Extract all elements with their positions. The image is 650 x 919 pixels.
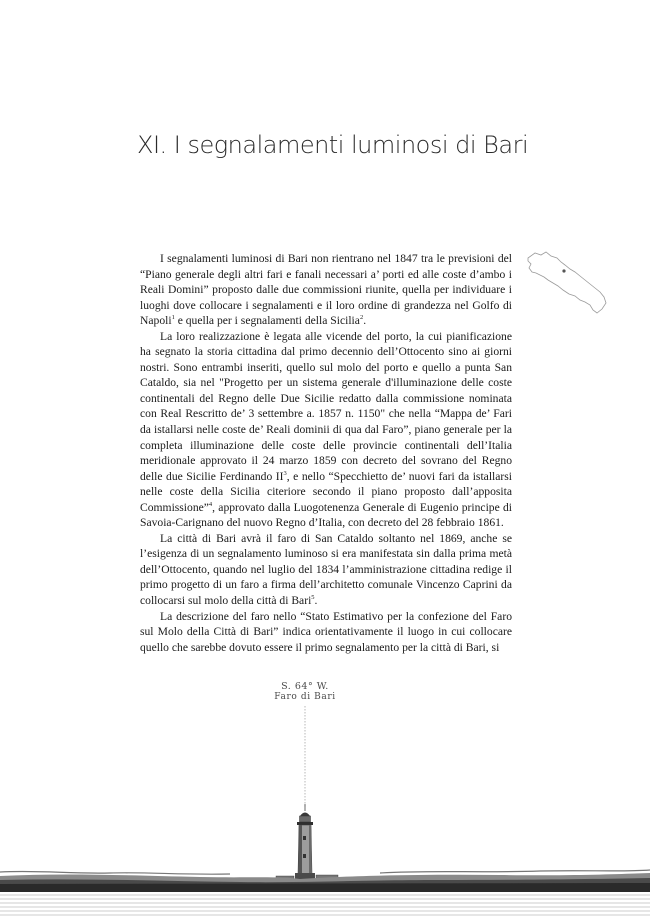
footnote-ref: 1 <box>171 314 175 322</box>
paragraph-text: . <box>314 594 318 608</box>
paragraph-text: I segnalamenti luminosi di Bari non rientrano nel 1847 tra le previsioni del “Piano generale degli altri fari e fanali necessari a’ porti ed alle coste d’ambo i Reali Domini” proposto dalle due commissioni riunite, quella per individuare i luoghi dove collocare i segnalamenti e il loro ordine di grandezza nel Golfo di Napoli <box>140 252 512 328</box>
paragraph-text: . <box>363 314 367 328</box>
puglia-locator-map <box>527 250 607 316</box>
paragraph <box>140 609 512 656</box>
lighthouse-tower <box>295 804 315 879</box>
lighthouse-engraving <box>0 670 650 919</box>
paragraph-text: , e nello “Specchietto de’ nuovi fari da istallarsi nelle coste della Sicilia citeriore secondo il piano proposto dall’apposita Commissione” <box>140 469 512 514</box>
bearing-label: S. 64° W. <box>281 681 329 692</box>
lighthouse-label: Faro di Bari <box>274 692 336 702</box>
body-text <box>140 251 512 655</box>
shoreline <box>0 870 650 892</box>
footnote-ref: 2 <box>359 314 364 322</box>
paragraph-text: La descrizione del faro nello “Stato Estimativo per la confezione del Faro sul Molo della Città di Bari” indica orientativamente il luogo in cui collocare quello che sarebbe dovuto essere il primo segnalamento per la città di Bari, si <box>140 609 512 654</box>
sea-hatching <box>0 895 650 915</box>
bari-marker <box>562 269 565 272</box>
paragraph <box>140 251 512 329</box>
paragraph-text: La loro realizzazione è legata alle vicende del porto, la cui pianificazione ha segnato la storia cittadina dal primo decennio dell’Ottocento sino ai giorni nostri. Sono entrambi inseriti, quello sul molo del porto e quello a punta San Cataldo, sia nel "Progetto per un sistema generale d'illuminazione delle coste continentali del Regno delle Due Sicilie redatto dalla commissione nominata con Real Rescritto de’ 3 settembre a. 1857 n. 1150" che nella “Mappa de’ Fari da istallarsi nelle coste de’ Reali dominii di qua dal Faro”, piano generale per la completa illuminazione delle coste delle provincie continentali dell’Italia meridionale approvato il 24 marzo 1859 con decreto del sovrano del Regno delle due Sicilie Ferdinando II <box>140 329 512 483</box>
illustration-caption <box>0 681 610 703</box>
paragraph <box>140 329 512 531</box>
footnote-ref: 3 <box>283 469 287 477</box>
chapter-title: XI. I segnalamenti luminosi di Bari <box>137 131 529 159</box>
footnote-ref: 5 <box>311 594 315 602</box>
paragraph <box>140 531 512 609</box>
paragraph-text: , approvato dalla Luogotenenza Generale di Eugenio principe di Savoia-Carignano del nuovo Regno d’Italia, con decreto del 28 febbraio 1861. <box>140 500 512 530</box>
footnote-ref: 4 <box>208 500 213 508</box>
paragraph-text: e quella per i segnalamenti della Sicilia <box>174 314 360 328</box>
paragraph-text: La città di Bari avrà il faro di San Cataldo soltanto nel 1869, anche se l’esigenza di un segnalamento luminoso si era manifestata sin dalla prima metà dell’Ottocento, quando nel luglio del 1834 l’amministrazione cittadina redige il primo progetto di un faro a firma dell’architetto comunale Vincenzo Caprini da collocarsi sul molo della città di Bari <box>140 531 512 608</box>
coastline-outline <box>528 252 606 313</box>
